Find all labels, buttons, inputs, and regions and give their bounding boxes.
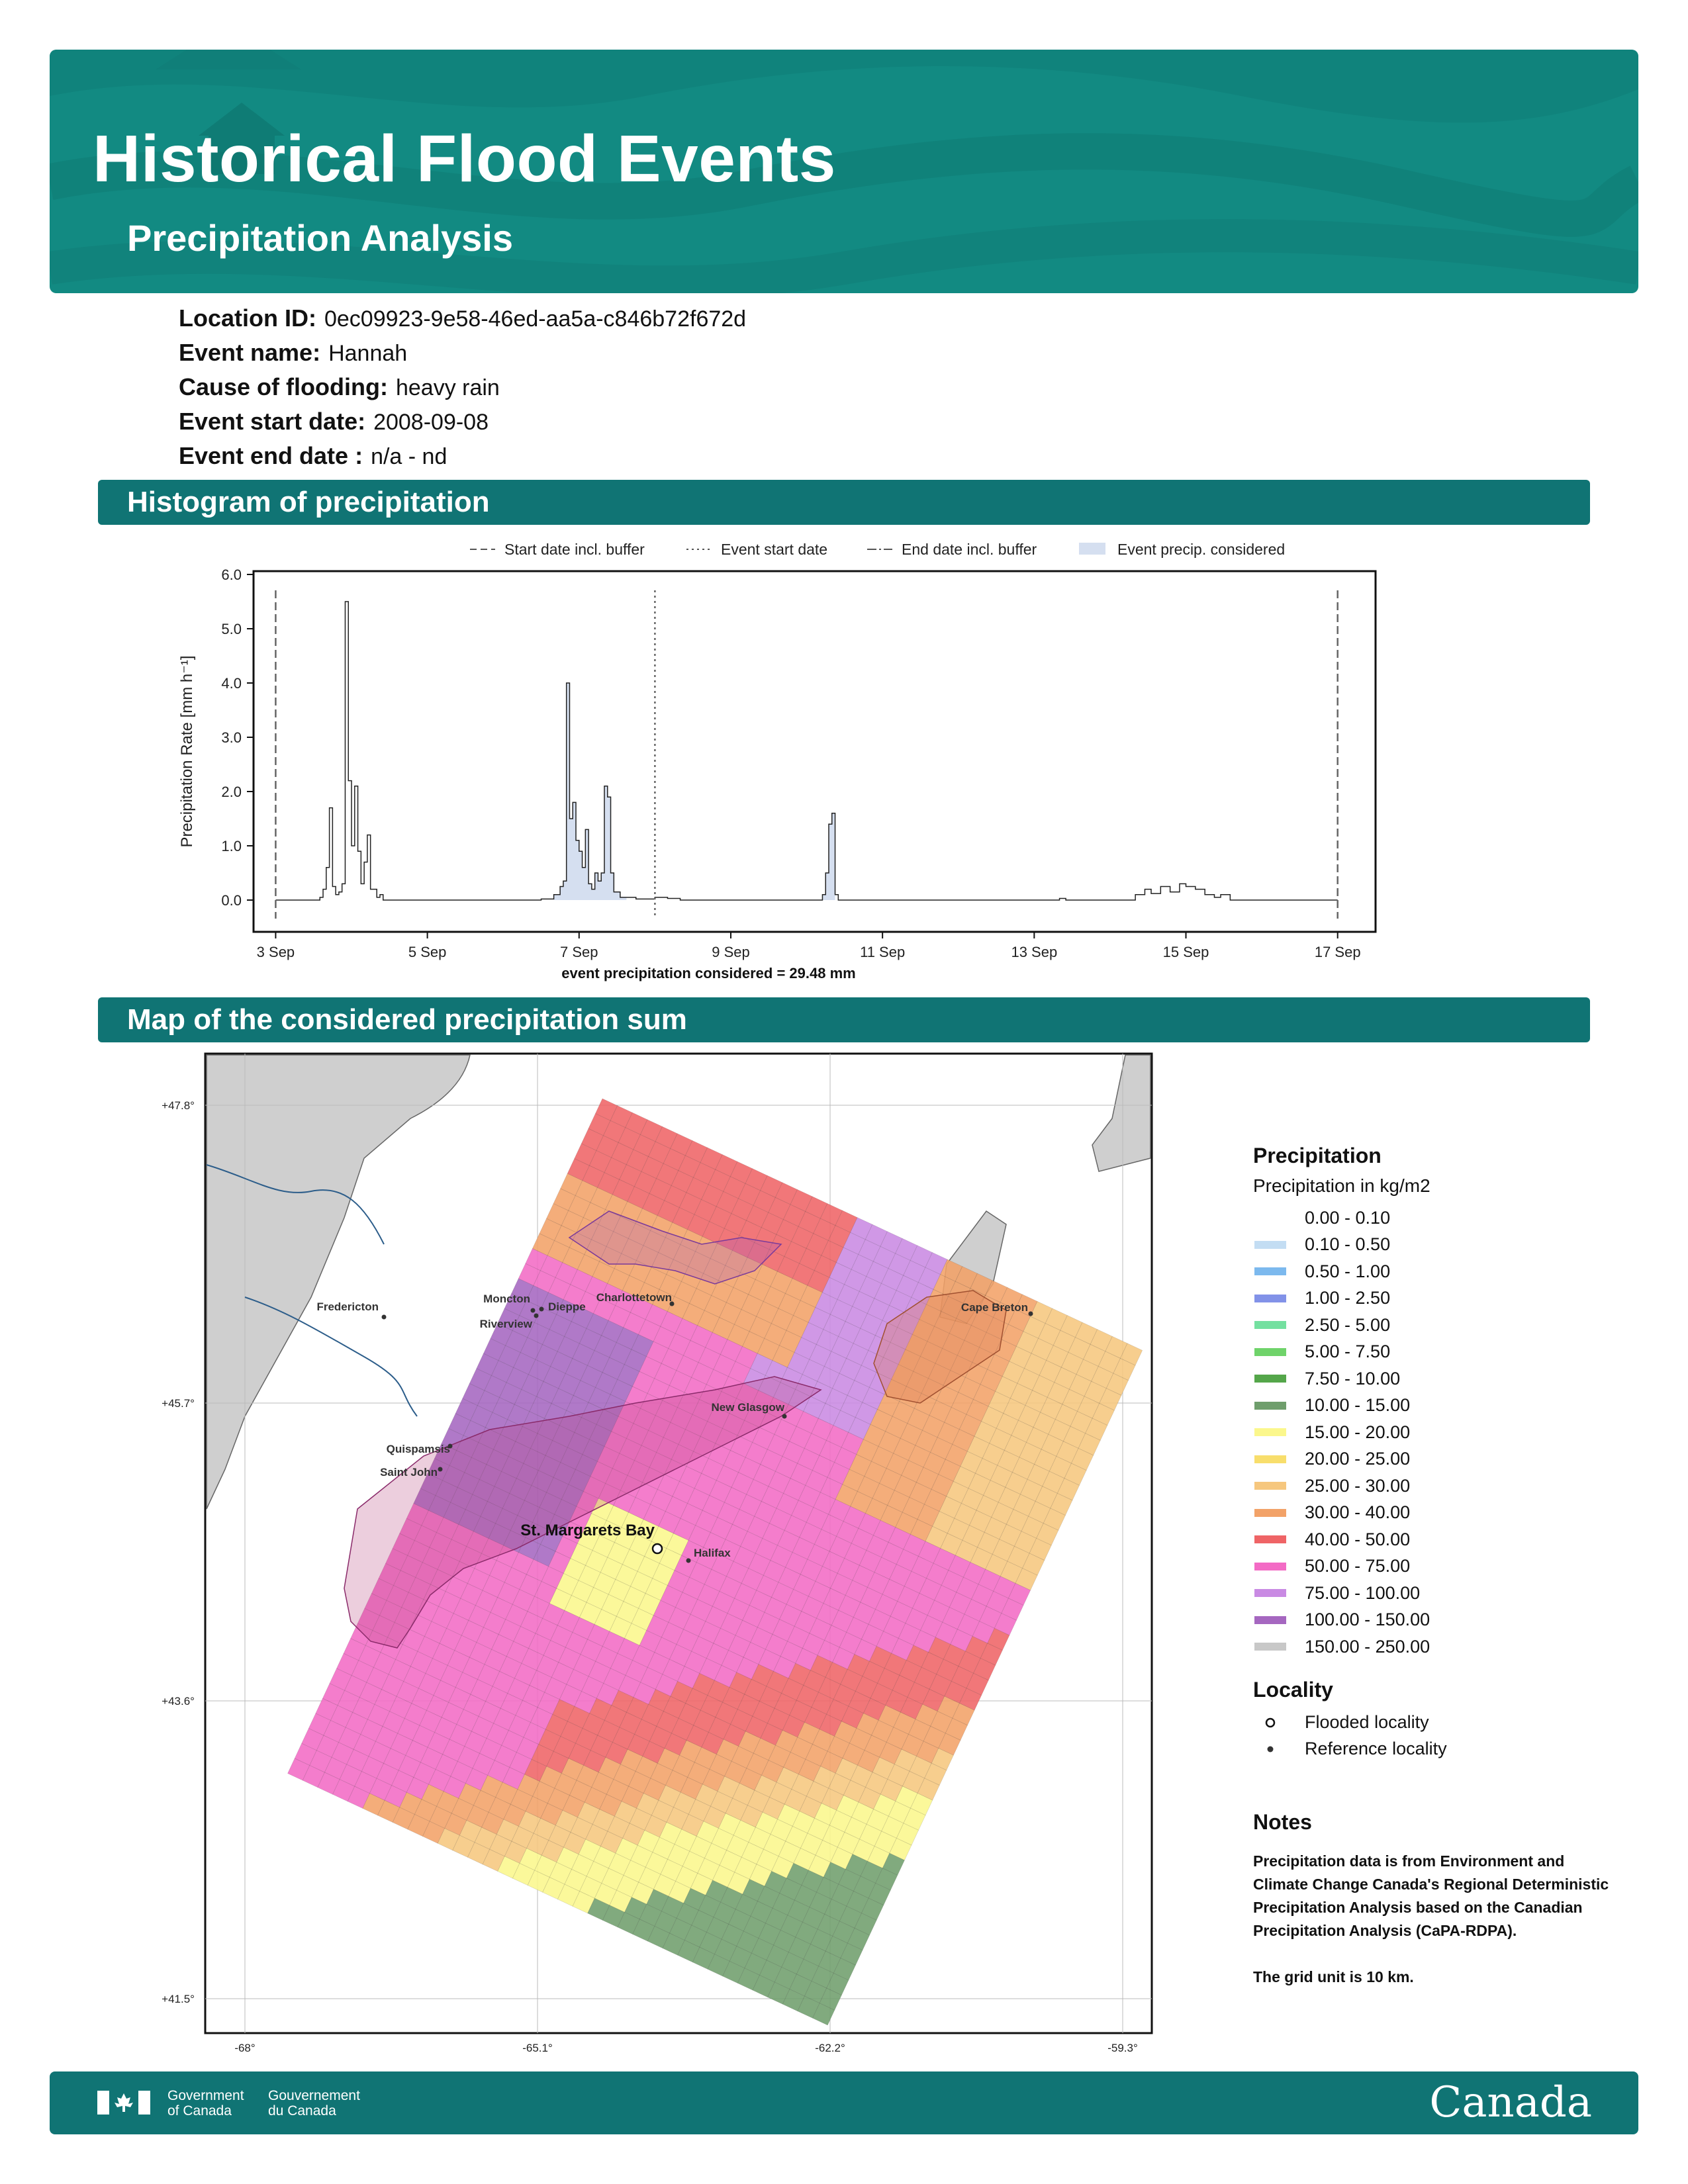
gov-fr <box>268 2088 360 2118</box>
page-subtitle: Precipitation Analysis <box>127 217 513 259</box>
legend-swatch <box>1254 1563 1286 1570</box>
flooded-locality-marker <box>653 1544 662 1553</box>
reference-locality-marker <box>782 1414 787 1419</box>
reference-locality-label: Fredericton <box>316 1300 379 1313</box>
legend-swatch <box>1254 1295 1286 1302</box>
legend-label: 10.00 - 15.00 <box>1305 1395 1411 1416</box>
legend-swatch <box>1254 1348 1286 1356</box>
legend-item <box>1253 1633 1624 1661</box>
legend-swatch <box>1254 1428 1286 1436</box>
x-tick-label: 9 Sep <box>712 944 750 960</box>
x-tick-label: 15 Sep <box>1162 944 1209 960</box>
legend-swatch <box>1254 1482 1286 1490</box>
legend-flooded <box>1253 1709 1624 1736</box>
legend-item <box>1253 1392 1624 1420</box>
y-tick-label: 1.0 <box>221 838 242 854</box>
legend-item <box>1253 1365 1624 1392</box>
gov-en-line: of Canada <box>167 2103 232 2118</box>
legend-label: Start date incl. buffer <box>504 541 645 558</box>
legend-swatch <box>1254 1267 1286 1275</box>
legend-label: 25.00 - 30.00 <box>1305 1475 1411 1496</box>
reference-locality-label: Cape Breton <box>961 1301 1028 1314</box>
histogram-chart <box>159 529 1523 993</box>
legend-swatch <box>1254 1643 1286 1651</box>
meta-key: Event start date: <box>179 408 366 435</box>
meta-row <box>179 301 746 336</box>
x-tick-label: 7 Sep <box>560 944 598 960</box>
legend-swatch <box>1254 1214 1286 1222</box>
legend-label: 30.00 - 40.00 <box>1305 1502 1411 1523</box>
reference-locality-label: New Glasgow <box>711 1401 784 1414</box>
precipitation-map <box>146 1046 1178 2065</box>
meta-row <box>179 404 746 439</box>
meta-value: Hannah <box>328 341 408 366</box>
legend-label: Event precip. considered <box>1117 541 1286 558</box>
page-title: Historical Flood Events <box>93 122 836 196</box>
legend-item <box>1253 1232 1624 1259</box>
meta-value: 2008-09-08 <box>373 410 489 435</box>
header-banner <box>50 50 1638 293</box>
reference-locality-marker <box>534 1314 539 1318</box>
meta-value: n/a - nd <box>371 444 447 469</box>
legend-label: 0.10 - 0.50 <box>1305 1234 1391 1255</box>
precipitation-histogram <box>159 529 1523 993</box>
precipitation-map-svg <box>146 1046 1178 2065</box>
gov-fr-line: Gouvernement <box>268 2088 360 2103</box>
legend-swatch <box>1254 1616 1286 1624</box>
legend-swatch <box>1254 1509 1286 1517</box>
locality-title: Locality <box>1253 1677 1333 1702</box>
meta-row <box>179 370 746 404</box>
legend-swatch <box>1254 1402 1286 1410</box>
legend-label: 0.00 - 0.10 <box>1305 1207 1391 1228</box>
flooded-locality-label: St. Margarets Bay <box>520 1522 655 1539</box>
x-tick-label: 3 Sep <box>256 944 295 960</box>
legend-title: Precipitation <box>1253 1144 1382 1167</box>
reference-locality-marker <box>438 1467 443 1472</box>
legend-item <box>1253 1446 1624 1473</box>
latitude-label: +41.5° <box>162 1993 195 2005</box>
legend-item <box>1253 1419 1624 1446</box>
legend-item <box>1253 1258 1624 1285</box>
reference-locality-label: Saint John <box>380 1466 438 1479</box>
reference-locality-marker <box>531 1308 536 1313</box>
legend-item <box>1253 1500 1624 1527</box>
x-tick-label: 11 Sep <box>860 944 906 960</box>
legend-label: 7.50 - 10.00 <box>1305 1368 1401 1388</box>
precip-series-line <box>275 602 1337 900</box>
reference-locality-label: Charlottetown <box>596 1291 672 1304</box>
reference-locality-marker <box>1029 1312 1033 1316</box>
legend-swatch <box>1254 1321 1286 1329</box>
longitude-label: -68° <box>234 2042 256 2054</box>
latitude-label: +43.6° <box>162 1695 195 1707</box>
legend-label: 50.00 - 75.00 <box>1305 1556 1411 1576</box>
longitude-label: -62.2° <box>815 2042 845 2054</box>
footer <box>50 2071 1638 2134</box>
legend-item <box>1253 1553 1624 1580</box>
y-tick-label: 5.0 <box>221 621 242 637</box>
legend-subtitle: Precipitation in kg/m2 <box>1253 1175 1430 1196</box>
longitude-label: -59.3° <box>1107 2042 1138 2054</box>
legend-label: 20.00 - 25.00 <box>1305 1449 1411 1469</box>
latitude-label: +47.8° <box>162 1099 195 1112</box>
gov-en <box>167 2088 244 2118</box>
meta-row <box>179 439 746 473</box>
y-tick-label: 0.0 <box>221 892 242 909</box>
legend-item <box>1253 1607 1624 1634</box>
legend-label: 100.00 - 150.00 <box>1305 1610 1430 1630</box>
legend-item <box>1253 1526 1624 1553</box>
legend-label: 75.00 - 100.00 <box>1305 1582 1421 1603</box>
legend-swatch <box>1254 1535 1286 1543</box>
y-tick-label: 3.0 <box>221 729 242 746</box>
gov-fr-line: du Canada <box>268 2103 336 2118</box>
legend-label: 150.00 - 250.00 <box>1305 1636 1430 1657</box>
legend-reference <box>1253 1736 1624 1762</box>
y-tick-label: 6.0 <box>221 567 242 583</box>
reference-locality-label: Dieppe <box>548 1300 586 1313</box>
map-legend <box>1253 1144 1624 1989</box>
legend-swatch <box>1254 1375 1286 1383</box>
legend-label: 5.00 - 7.50 <box>1305 1342 1391 1362</box>
meta-key: Event end date : <box>179 442 363 469</box>
gov-en-line: Government <box>167 2088 244 2103</box>
longitude-label: -65.1° <box>522 2042 553 2054</box>
canada-flag-icon <box>97 2089 150 2116</box>
reference-locality-label: Moncton <box>483 1293 530 1305</box>
meta-key: Event name: <box>179 339 321 366</box>
legend-item <box>1253 1339 1624 1366</box>
reference-locality-marker <box>686 1559 691 1563</box>
legend-item <box>1253 1473 1624 1500</box>
legend-item <box>1253 1312 1624 1339</box>
legend-swatch <box>1254 1589 1286 1597</box>
considered-precip-area <box>554 683 627 900</box>
meta-key: Cause of flooding: <box>179 373 388 400</box>
legend-label: 1.00 - 2.50 <box>1305 1288 1391 1308</box>
meta-key: Location ID: <box>179 304 316 332</box>
legend-items <box>1253 1205 1624 1661</box>
legend-swatch <box>1254 1241 1286 1249</box>
y-tick-label: 4.0 <box>221 675 242 692</box>
legend-label: 40.00 - 50.00 <box>1305 1529 1411 1549</box>
reference-locality-label: Quispamsis <box>386 1443 450 1455</box>
notes-grid-text: The grid unit is 10 km. <box>1253 1968 1414 1985</box>
legend-label: End date incl. buffer <box>902 541 1037 558</box>
event-metadata <box>179 301 746 473</box>
plot-frame <box>254 571 1376 932</box>
meta-row <box>179 336 746 370</box>
x-tick-label: 13 Sep <box>1011 944 1058 960</box>
notes-title: Notes <box>1253 1809 1312 1834</box>
flooded-label: Flooded locality <box>1305 1712 1429 1732</box>
reference-locality-icon <box>1254 1744 1286 1754</box>
latitude-label: +45.7° <box>162 1397 195 1410</box>
flooded-locality-icon <box>1254 1717 1286 1728</box>
legend-label: 0.50 - 1.00 <box>1305 1261 1391 1281</box>
reference-locality-label: Halifax <box>694 1547 731 1559</box>
notes-text: Precipitation data is from Environment and Climate Change Canada's Regional Deterministic Precipitation Analysis based on the Canadian Precipitation Analysis (CaPA-RDPA). <box>1253 1852 1609 1939</box>
x-tick-label: 17 Sep <box>1314 944 1361 960</box>
histogram-section-header: Histogram of precipitation <box>98 480 1590 525</box>
y-tick-label: 2.0 <box>221 784 242 800</box>
canada-wordmark: Canada <box>1429 2078 1592 2127</box>
map-section-header: Map of the considered precipitation sum <box>98 997 1590 1042</box>
reference-locality-marker <box>382 1315 387 1320</box>
legend-label: 2.50 - 5.00 <box>1305 1314 1391 1335</box>
legend-label: Event start date <box>721 541 828 558</box>
legend-patch <box>1079 543 1105 555</box>
reference-locality-marker <box>539 1307 544 1312</box>
legend-item <box>1253 1205 1624 1232</box>
x-tick-label: 5 Sep <box>408 944 447 960</box>
meta-value: 0ec09923-9e58-46ed-aa5a-c846b72f672d <box>324 306 747 332</box>
meta-value: heavy rain <box>395 375 500 400</box>
legend-item <box>1253 1580 1624 1607</box>
reference-locality-label: Riverview <box>479 1318 532 1330</box>
legend-item <box>1253 1285 1624 1312</box>
y-axis-label: Precipitation Rate [mm h⁻¹] <box>178 655 196 848</box>
reference-label: Reference locality <box>1305 1739 1447 1758</box>
event-precip-annotation: event precipitation considered = 29.48 mm <box>561 965 856 981</box>
legend-label: 15.00 - 20.00 <box>1305 1422 1411 1442</box>
legend-swatch <box>1254 1455 1286 1463</box>
